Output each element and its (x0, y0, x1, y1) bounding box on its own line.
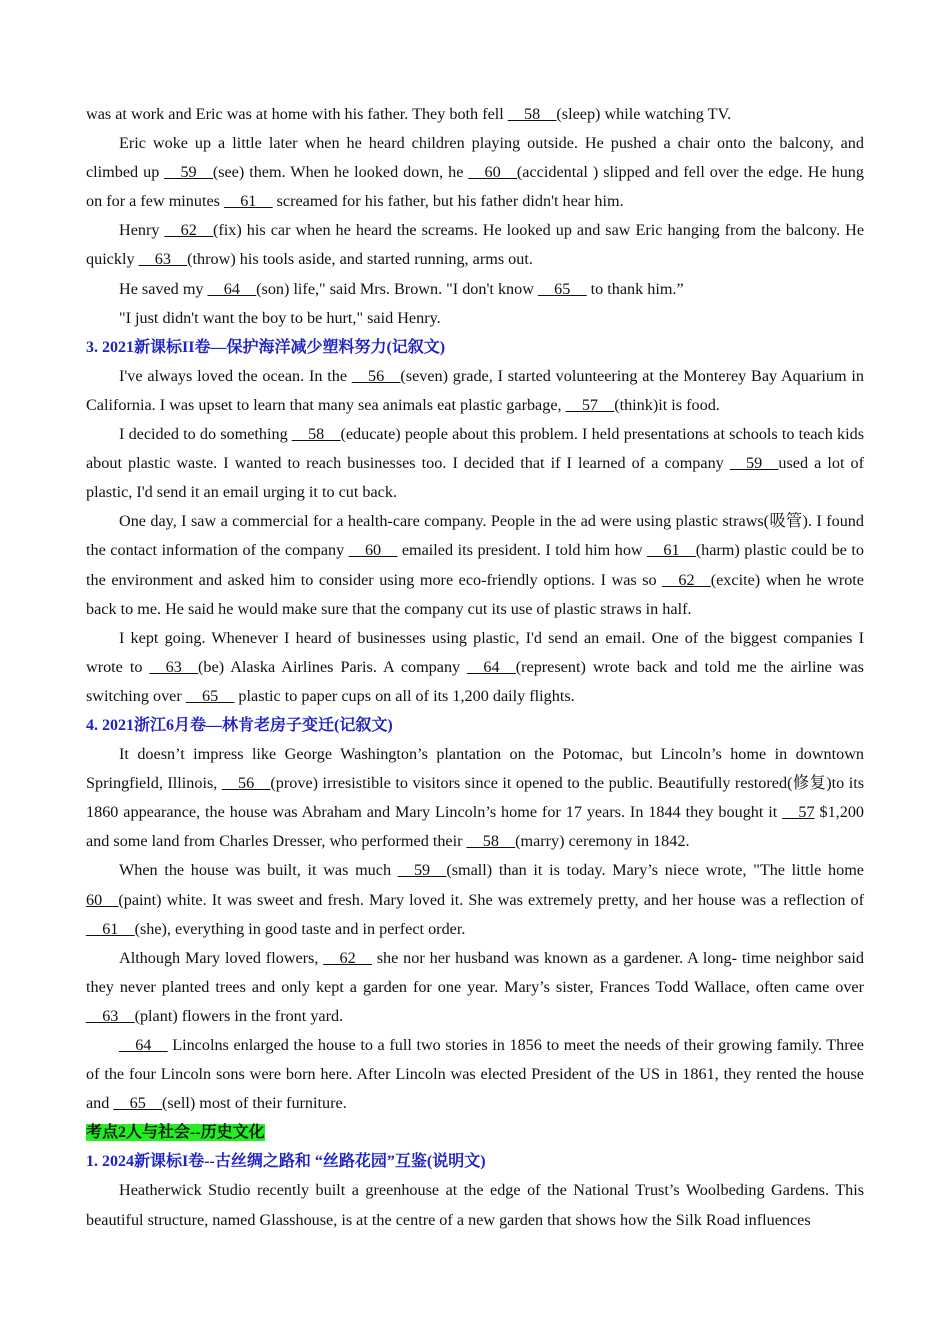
text-run: It doesn’t impress like George Washington’s plantation on the Potomac, but Lincoln’s home in downtown Springfield, Illinois, (86, 745, 864, 793)
text-run: When the house was built, it was much (119, 861, 398, 880)
paragraph (86, 1176, 864, 1234)
blank-64[interactable]: __64__ (119, 1036, 168, 1054)
topic-heading (86, 1118, 864, 1147)
paragraph (86, 740, 864, 856)
section-heading: 3. 2021新课标II卷—保护海洋减少塑料努力(记叙文) (86, 338, 446, 356)
paragraph (86, 420, 864, 507)
blank-62[interactable]: __62__ (662, 570, 711, 589)
section-lincoln-home (86, 711, 864, 1118)
text-run: to thank him.” (586, 279, 684, 298)
text-run: (sell) most of their furniture. (161, 1094, 347, 1113)
text-run: (think)it is food. (614, 395, 720, 414)
blank-62[interactable]: __62__ (323, 948, 372, 967)
text-run: (marry) ceremony in 1842. (515, 832, 690, 851)
paragraph (86, 100, 864, 129)
text-run: He saved my (119, 279, 208, 298)
paragraph (86, 856, 864, 943)
text-run: was at work and Eric was at home with his father. They both fell (86, 105, 508, 123)
text-run: (accidental ) slipped and fell over the edge. He hung on for a few minutes (86, 163, 864, 211)
paragraph (86, 304, 864, 333)
text-run: used a lot of plastic, I'd send it an email urging it to cut back. (86, 454, 864, 502)
blank-63[interactable]: __63__ (138, 250, 188, 269)
section-silk-road (86, 1147, 864, 1234)
blank-61[interactable]: __61__ (86, 919, 135, 938)
text-run: Heatherwick Studio recently built a greenhouse at the edge of the National Trust’s Woolbeding Gardens. This beautiful structure, named Glasshouse, is at the centre of a new garden that shows how the Silk Road influences (86, 1181, 864, 1229)
paragraph (86, 275, 864, 304)
text-run: (excite) when he wrote back to me. He said he would make sure that the company cut its use of plastic straws in half. (86, 570, 864, 618)
text-run: emailed its president. I told him how (397, 541, 648, 560)
blank-58[interactable]: __58__ (291, 425, 341, 444)
text-run: (represent) wrote back and told me the airline was switching over (86, 657, 864, 705)
text-run: Eric woke up a little later when he heard children playing outside. He pushed a chair onto the balcony, and climbed up (86, 134, 864, 182)
document-content (86, 100, 864, 1235)
blank-62[interactable]: __62__ (164, 221, 214, 240)
text-run: (educate) people about this problem. I held presentations at schools to teach kids about plastic waste. I wanted to reach businesses too. I decided that if I learned of a company (86, 425, 864, 473)
blank-64[interactable]: __64__ (467, 657, 516, 676)
text-run: (see) them. When he looked down, he (212, 163, 469, 182)
blank-63[interactable]: __63__ (149, 657, 199, 676)
text-run: Although Mary loved flowers, (119, 948, 324, 967)
text-run: she nor her husband was known as a gardener. A long- time neighbor said they never planted trees and only kept a garden for one year. Mary’s sister, Frances Todd Wallace, often came over (86, 948, 864, 996)
blank-56[interactable]: __56__ (351, 366, 401, 385)
blank-63[interactable]: __63__ (86, 1006, 135, 1025)
text-run: "I just didn't want the boy to be hurt," said Henry. (119, 308, 441, 327)
text-run: (she), everything in good taste and in perfect order. (134, 919, 466, 938)
blank-61[interactable]: __61__ (224, 192, 273, 211)
text-run: (son) life," said Mrs. Brown. "I don't know (256, 279, 538, 298)
paragraph (86, 624, 864, 711)
text-run: (sleep) while watching TV. (556, 105, 732, 123)
blank-65[interactable]: __65__ (185, 686, 235, 705)
blank-59[interactable]: __59__ (729, 454, 779, 473)
blank-64[interactable]: __64__ (207, 279, 257, 298)
paragraph (86, 129, 864, 216)
paragraph (86, 216, 864, 274)
blank-59[interactable]: __59__ (397, 861, 447, 880)
text-run: (paint) white. It was sweet and fresh. Mary loved it. She was extremely pretty, and her house was a reflection of (118, 890, 864, 909)
section-topic-2 (86, 1118, 864, 1147)
paragraph (86, 944, 864, 1031)
section-heading: 4. 2021浙江6月卷—林肯老房子变迁(记叙文) (86, 716, 393, 734)
text-run: (small) than it is today. Mary’s niece wrote, "The little home (446, 861, 864, 880)
text-run: (harm) plastic could be to the environment and asked him to consider using more eco-friendly options. I was so (86, 541, 864, 589)
blank-58[interactable]: __58__ (466, 832, 516, 851)
paragraph (86, 507, 864, 623)
blank-60[interactable]: 60__ (86, 890, 119, 909)
section-heading: 1. 2024新课标I卷--古丝绸之路和 “丝路花园”互鉴(说明文) (86, 1153, 486, 1171)
blank-59[interactable]: __59__ (164, 163, 213, 182)
paragraph (86, 1031, 864, 1118)
text-run: (fix) his car when he heard the screams. He looked up and saw Eric hanging from the balcony. He quickly (86, 221, 865, 269)
blank-58[interactable]: __58__ (507, 105, 557, 123)
text-run: Lincolns enlarged the house to a full two stories in 1856 to meet the needs of their growing family. Three of the four Lincoln sons were born here. After Lincoln was elected President of the US in 1861, they rented the house and (86, 1036, 864, 1113)
text-run: I've always loved the ocean. In the (119, 366, 352, 385)
text-run: plastic to paper cups on all of its 1,200 daily flights. (234, 686, 575, 705)
section-ocean-plastic (86, 333, 864, 711)
text-run: (seven) grade, I started volunteering at the Monterey Bay Aquarium in California. I was upset to learn that many sea animals eat plastic garbage, (86, 366, 864, 414)
text-run: screamed for his father, but his father didn't hear him. (272, 192, 624, 211)
highlighted-topic-label: 考点2人与社会--历史文化 (86, 1124, 265, 1142)
blank-56[interactable]: __56__ (221, 774, 271, 793)
text-run: (throw) his tools aside, and started running, arms out. (187, 250, 533, 269)
paragraph (86, 362, 864, 420)
blank-60[interactable]: __60__ (348, 541, 398, 560)
blank-60[interactable]: __60__ (468, 163, 517, 182)
section-story-eric (86, 100, 864, 333)
text-run: One day, I saw a commercial for a health-care company. People in the ad were using plastic straws(吸管). I found the contact information of the company (86, 512, 864, 560)
text-run: I kept going. Whenever I heard of businesses using plastic, I'd send an email. One of the biggest companies I wrote to (86, 628, 864, 676)
text-run: (prove) irresistible to visitors since it opened to the public. Beautifully restored(修复)to its 1860 appearance, the house was Abraham and Mary Lincoln’s home for 17 years. In 1844 they bought it (86, 774, 865, 822)
blank-57[interactable]: __57 (782, 803, 815, 822)
text-run: (be) Alaska Airlines Paris. A company (198, 657, 468, 676)
blank-65[interactable]: __65__ (537, 279, 587, 298)
blank-57[interactable]: __57__ (565, 395, 615, 414)
text-run: (plant) flowers in the front yard. (134, 1006, 344, 1025)
text-run: I decided to do something (119, 425, 292, 444)
text-run: Henry (119, 221, 165, 240)
blank-65[interactable]: __65__ (113, 1094, 162, 1113)
blank-61[interactable]: __61__ (647, 541, 696, 560)
text-run: $1,200 and some land from Charles Dresser, who performed their (86, 803, 865, 851)
